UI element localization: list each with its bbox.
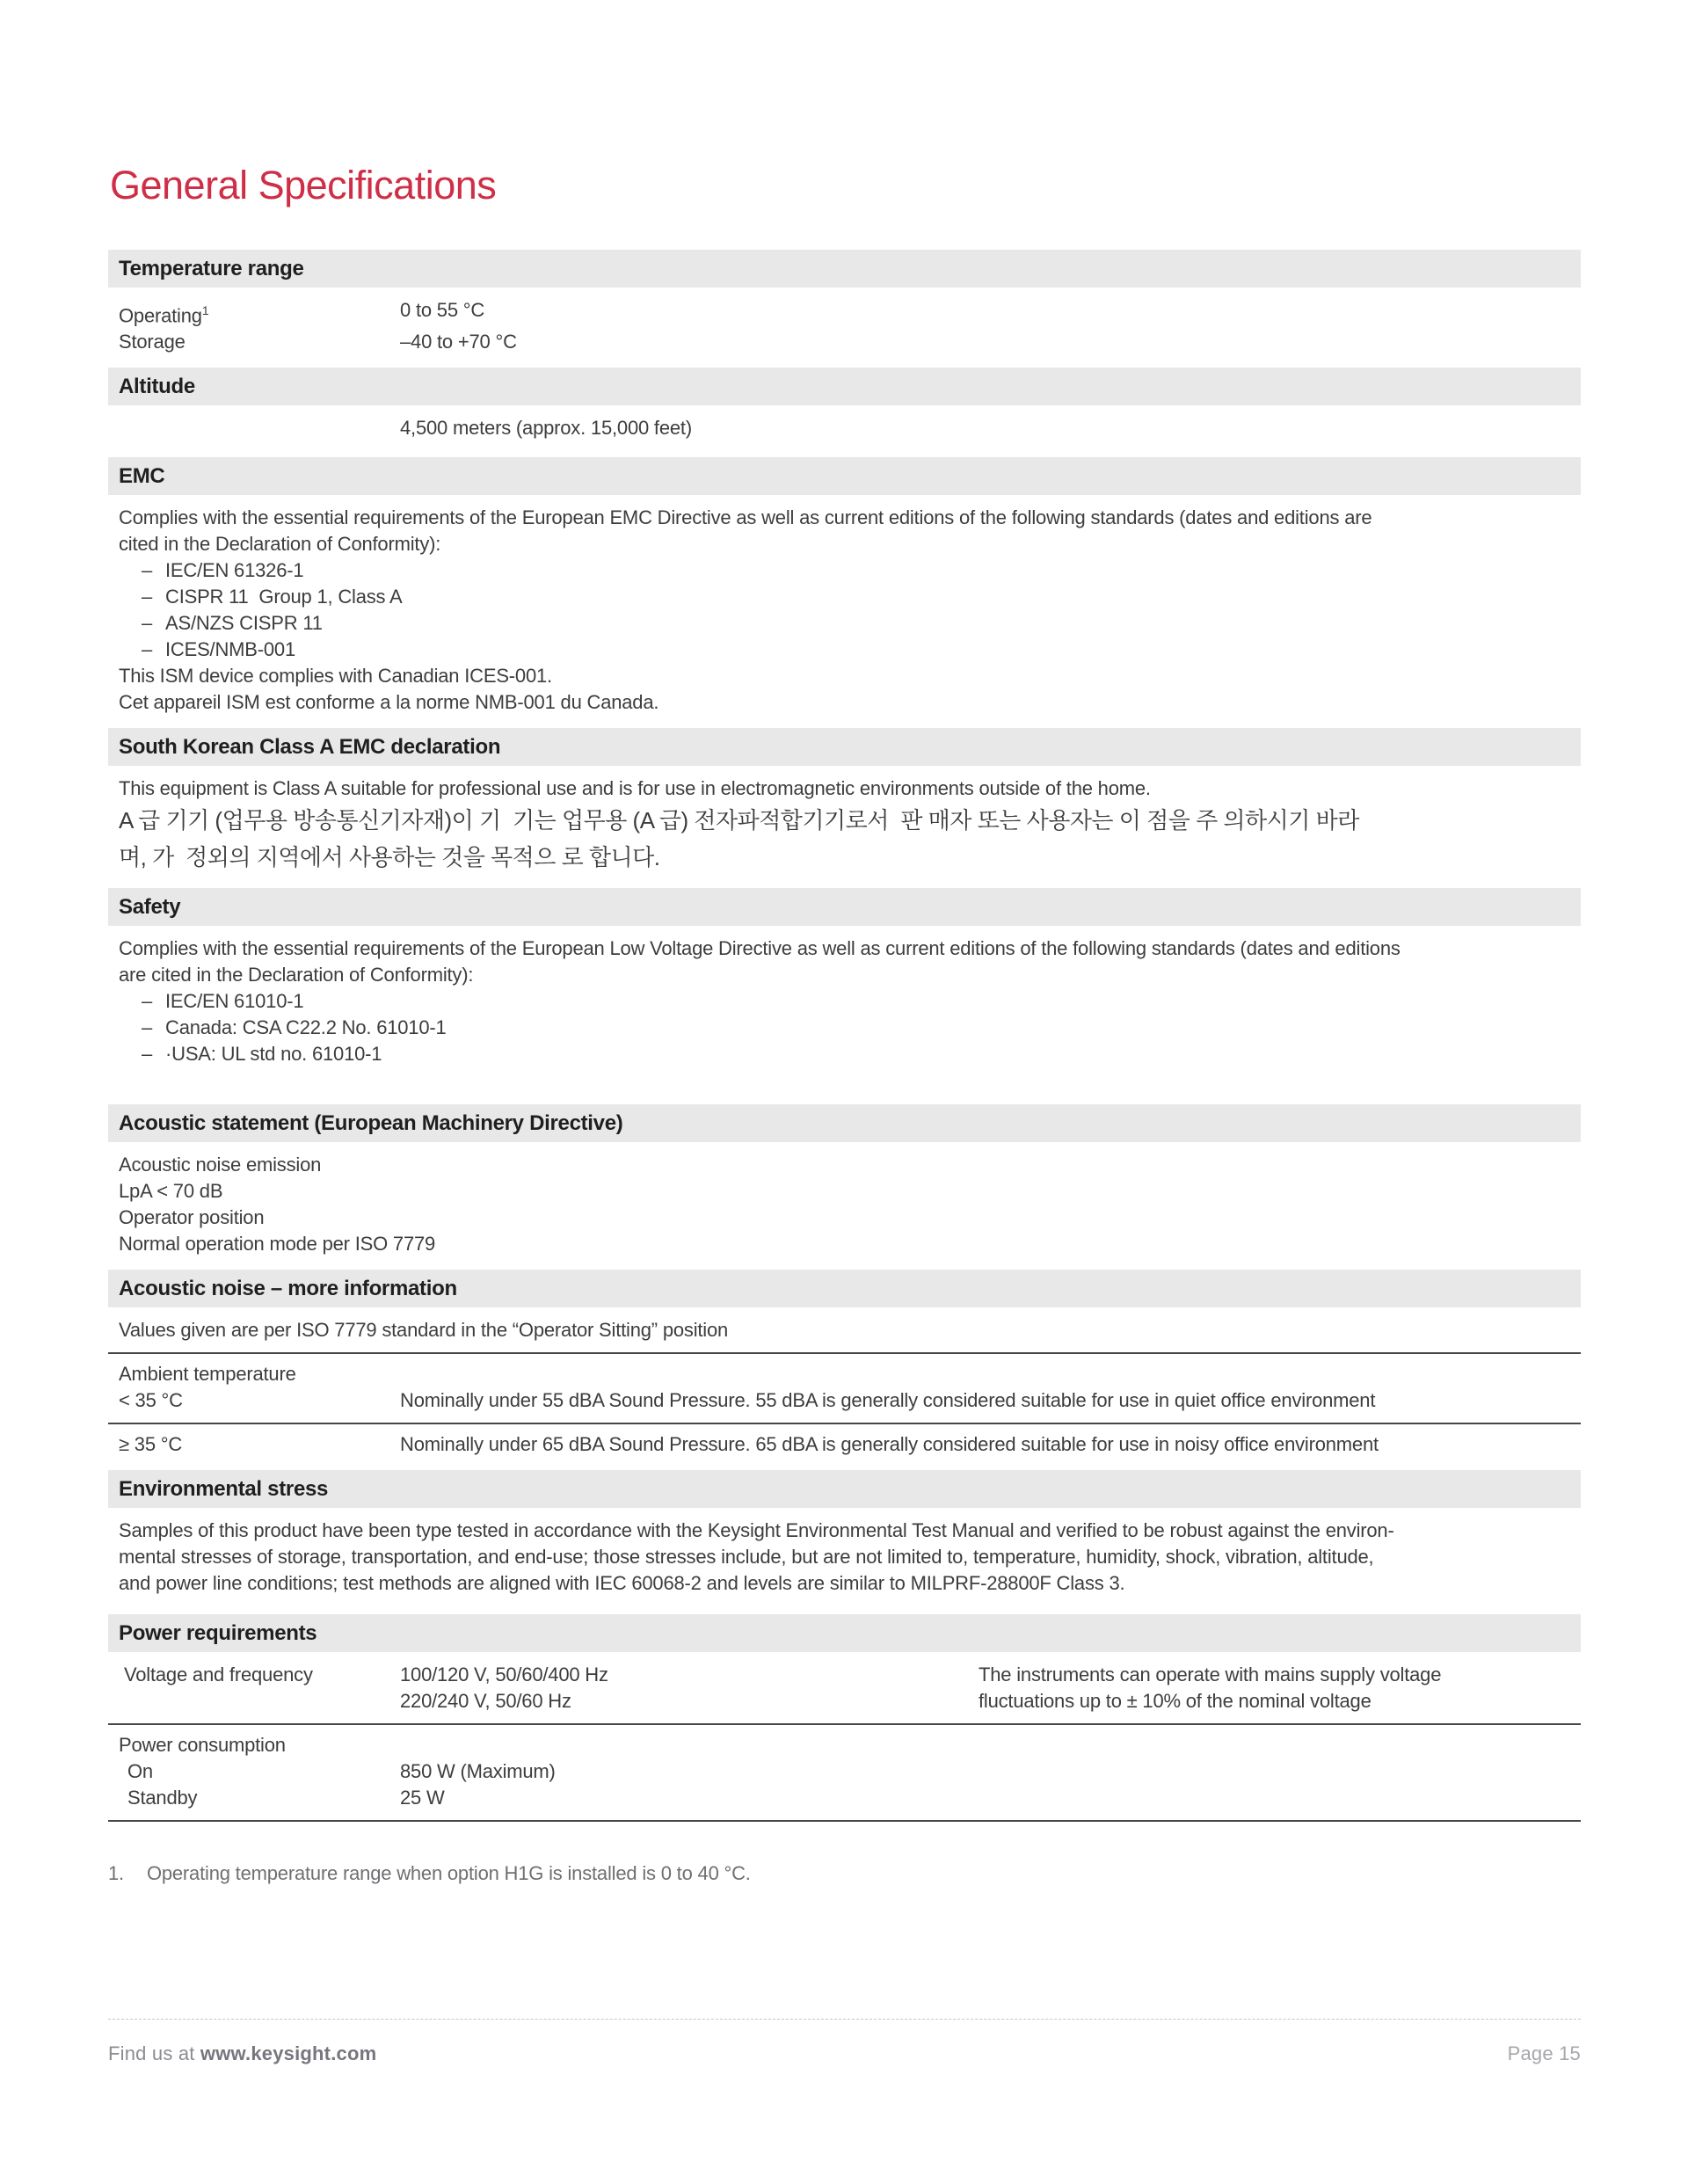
spec-row: [108, 297, 1581, 329]
section-header-bar: [108, 1470, 1581, 1508]
section-temperature-range: [108, 250, 1581, 355]
divider-rule: [108, 1820, 1581, 1822]
spec-note: [979, 1662, 1581, 1714]
divider-rule: [108, 1352, 1581, 1361]
text-line: Values given are per ISO 7779 standard in the “Operator Sitting” position: [119, 1319, 729, 1342]
spec-label: [108, 1758, 400, 1785]
footnote-text: Operating temperature range when option H1G is installed is 0 to 40 °C.: [146, 1862, 751, 1885]
bullet-text: IEC/EN 61326-1: [165, 559, 304, 582]
text-line: cited in the Declaration of Conformity):: [119, 533, 441, 556]
spec-note-line: fluctuations up to ± 10% of the nominal voltage: [979, 1690, 1372, 1713]
section-acoustic-statement-european-machinery-directive: [108, 1104, 1581, 1257]
section-altitude: [108, 368, 1581, 441]
bullet-item: [108, 1015, 1581, 1041]
section-header-label: Temperature range: [119, 256, 304, 280]
spec-values: [400, 1662, 979, 1714]
bullet-text: IEC/EN 61010-1: [165, 990, 304, 1013]
spec-row-3col: [108, 1662, 1581, 1714]
page-content: [108, 165, 1581, 1885]
spec-value: 25 W: [400, 1787, 445, 1809]
section-header-bar: [108, 1270, 1581, 1307]
section-body: [108, 505, 1581, 716]
spec-value: 4,500 meters (approx. 15,000 feet): [400, 417, 692, 440]
section-header-label: Environmental stress: [119, 1476, 329, 1501]
section-body: [108, 775, 1581, 876]
spec-value: 850 W (Maximum): [400, 1760, 556, 1783]
section-body: [108, 935, 1581, 1067]
spec-label-text: ≥ 35 °C: [119, 1433, 183, 1456]
text-line: This ISM device complies with Canadian ICES-001.: [119, 665, 552, 688]
spec-row: [108, 1785, 1581, 1811]
bullet-item: [108, 584, 1581, 610]
bullet-text: ·USA: UL std no. 61010-1: [165, 1043, 382, 1066]
spec-note-line: The instruments can operate with mains supply voltage: [979, 1663, 1442, 1686]
section-acoustic-noise-more-information: [108, 1270, 1581, 1458]
section-environmental-stress: [108, 1470, 1581, 1597]
spec-row: [108, 329, 1581, 355]
text-line: LpA < 70 dB: [119, 1180, 223, 1203]
text-line: Ambient temperature: [119, 1363, 296, 1386]
spec-row: [108, 415, 1581, 441]
bullet-dash: –: [142, 990, 153, 1013]
bullet-item: [108, 637, 1581, 663]
spec-label: [108, 1431, 400, 1458]
divider-rule: [108, 1423, 1581, 1431]
spec-label-text: Operating: [119, 304, 202, 327]
text-line: Operator position: [119, 1206, 265, 1229]
spec-value-line: 220/240 V, 50/60 Hz: [400, 1690, 571, 1713]
section-header-label: South Korean Class A EMC declaration: [119, 734, 501, 759]
footer-left: [108, 2042, 376, 2065]
spec-label: Voltage and frequency: [124, 1663, 313, 1686]
bullet-item: [108, 1041, 1581, 1067]
text-line: This equipment is Class A suitable for professional use and is for use in electromagnetic environments outside of the home.: [119, 777, 1151, 800]
footnote-ref: 1: [201, 303, 209, 317]
text-line: are cited in the Declaration of Conformity):: [119, 964, 474, 986]
bullet-dash: –: [142, 559, 153, 582]
bullet-dash: –: [142, 612, 153, 635]
text-line: and power line conditions; test methods are aligned with IEC 60068-2 and levels are similar to MILPRF-28800F Class 3.: [119, 1572, 1125, 1595]
section-header-label: Acoustic noise – more information: [119, 1276, 457, 1300]
bullet-text: CISPR 11 Group 1, Class A: [165, 586, 403, 608]
footnote-number: 1.: [108, 1862, 124, 1885]
spec-label: [108, 415, 400, 441]
spec-value-line: 100/120 V, 50/60/400 Hz: [400, 1663, 608, 1686]
keysight-link[interactable]: www.keysight.com: [200, 2042, 377, 2064]
bullet-text: Canada: CSA C22.2 No. 61010-1: [165, 1016, 447, 1039]
page-footer: [108, 2019, 1581, 2065]
spec-label: [108, 329, 400, 355]
section-header-label: EMC: [119, 463, 165, 488]
section-header-label: Altitude: [119, 374, 195, 398]
divider-rule: [108, 1723, 1581, 1732]
section-emc: [108, 457, 1581, 716]
section-south-korean-class-a-emc-declaration: [108, 728, 1581, 876]
spec-label: [108, 1387, 400, 1414]
spec-value: 0 to 55 °C: [400, 299, 485, 321]
section-body: [108, 415, 1581, 441]
section-body: [108, 297, 1581, 355]
text-line: Complies with the essential requirements of the European EMC Directive as well as current editions of the following standards (dates and editions are: [119, 506, 1372, 529]
text-line: Acoustic noise emission: [119, 1154, 322, 1176]
bullet-item: [108, 557, 1581, 584]
section-body: [108, 1518, 1581, 1597]
bullet-dash: –: [142, 638, 153, 661]
spec-row: [108, 1758, 1581, 1785]
bullet-text: AS/NZS CISPR 11: [165, 612, 323, 635]
spec-row: [108, 1387, 1581, 1414]
section-power-requirements: [108, 1614, 1581, 1822]
spec-label-text: On: [127, 1760, 153, 1783]
text-line: Cet appareil ISM est conforme a la norme NMB-001 du Canada.: [119, 691, 659, 714]
footnote: [108, 1862, 1581, 1885]
page-number: Page 15: [1507, 2042, 1581, 2064]
text-line: 며, 가 정외의 지역에서 사용하는 것을 목적으 로 합니다.: [119, 844, 660, 871]
section-header-bar: [108, 250, 1581, 288]
section-header-bar: [108, 457, 1581, 495]
section-safety: [108, 888, 1581, 1067]
bullet-text: ICES/NMB-001: [165, 638, 295, 661]
spec-value: Nominally under 55 dBA Sound Pressure. 55 dBA is generally considered suitable for use in quiet office environment: [400, 1389, 1376, 1412]
section-header-bar: [108, 1614, 1581, 1652]
text-line: A 급 기기 (업무용 방송통신기자재)이 기 기는 업무용 (A 급) 전자파적합기기로서 판 매자 또는 사용자는 이 점을 주 의하시기 바라: [119, 807, 1359, 834]
section-header-bar: [108, 1104, 1581, 1142]
text-line: mental stresses of storage, transportation, and end-use; those stresses include, but are not limited to, temperature, humidity, shock, vibration, altitude,: [119, 1546, 1374, 1569]
spec-label-text: Storage: [119, 331, 186, 353]
spec-value: Nominally under 65 dBA Sound Pressure. 65 dBA is generally considered suitable for use in noisy office environment: [400, 1433, 1379, 1456]
text-line: Normal operation mode per ISO 7779: [119, 1233, 436, 1256]
section-body: [108, 1317, 1581, 1458]
section-header-bar: [108, 888, 1581, 926]
section-header-label: Safety: [119, 894, 181, 919]
spec-label-text: Standby: [127, 1787, 198, 1809]
text-line: Power consumption: [119, 1734, 286, 1757]
page-title: General Specifications: [110, 163, 497, 207]
spec-row: [108, 1431, 1581, 1458]
section-header-label: Acoustic statement (European Machinery Directive): [119, 1110, 623, 1135]
bullet-item: [108, 988, 1581, 1015]
section-header-label: Power requirements: [119, 1620, 317, 1645]
text-line: Complies with the essential requirements of the European Low Voltage Directive as well as current editions of the following standards (dates and editions: [119, 937, 1401, 960]
spec-value: –40 to +70 °C: [400, 331, 517, 353]
section-body: [108, 1662, 1581, 1822]
bullet-dash: –: [142, 586, 153, 608]
section-body: [108, 1152, 1581, 1257]
bullet-dash: –: [142, 1043, 153, 1066]
section-header-bar: [108, 728, 1581, 766]
find-us-text: Find us at: [108, 2042, 200, 2064]
spec-label-text: < 35 °C: [119, 1389, 183, 1412]
section-header-bar: [108, 368, 1581, 405]
spec-label: [108, 1785, 400, 1811]
bullet-item: [108, 610, 1581, 637]
bullet-dash: –: [142, 1016, 153, 1039]
spec-sections: [108, 250, 1581, 1822]
text-line: Samples of this product have been type tested in accordance with the Keysight Environmental Test Manual and verified to be robust against the environ-: [119, 1519, 1394, 1542]
spec-label: [108, 297, 400, 329]
